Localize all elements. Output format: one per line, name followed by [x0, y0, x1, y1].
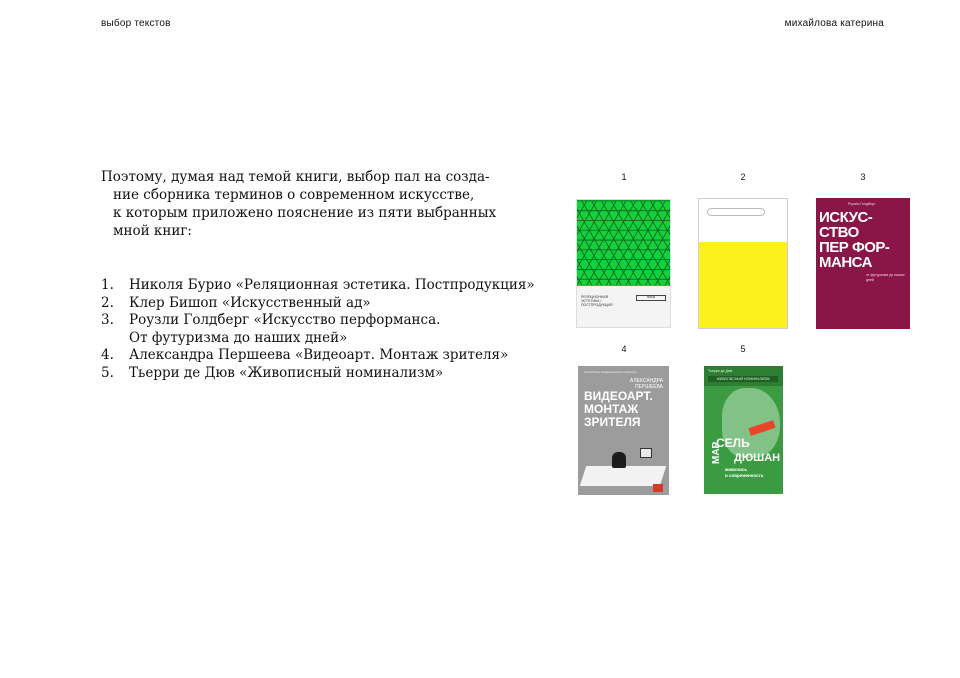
- cover-title-line: МОНТАЖ: [584, 402, 639, 416]
- book-cover-pictorial-nominalism: [704, 366, 783, 494]
- yellow-block: [699, 242, 787, 328]
- cover-title-line: ЗРИТЕЛЯ: [584, 415, 641, 429]
- cover-title-text: РЕЛЯЦИОННАЯ ЭСТЕТИКА / ПОСТПРОДУКЦИЯ: [581, 295, 613, 307]
- cover-series: ЖИВОПИСНЫЙ НОМИНАЛИЗМ: [708, 376, 778, 382]
- book-title: От футуризма до наших дней»: [129, 329, 348, 346]
- book-number: 4.: [101, 347, 114, 363]
- book-list-item: [101, 365, 531, 383]
- cover-subtitle-line: живопись: [725, 467, 748, 472]
- cover-author: Роузли Голдберг: [848, 202, 876, 206]
- book-title: Клер Бишоп «Искусственный ад»: [129, 294, 371, 311]
- cover-series-text: Российское академическое искусство: [584, 370, 637, 374]
- cover-title-line: ВИДЕОАРТ.: [584, 389, 653, 403]
- book-list-item: [101, 295, 531, 313]
- author-first-name: АЛЕКСАНДРА: [629, 378, 663, 384]
- white-floor-shape: [580, 466, 666, 486]
- cover-subtitle-line: и современность: [725, 472, 764, 478]
- cover-label-5: 5: [740, 344, 746, 354]
- book-number: 2.: [101, 294, 114, 311]
- cover-label-4: 4: [621, 344, 627, 354]
- book-cover-videoart: [578, 366, 669, 495]
- seated-figure: [612, 452, 626, 468]
- book-title: Роузли Голдберг «Искусство перформанса.: [129, 312, 441, 328]
- book-list-item: [101, 312, 531, 330]
- cover-title-line: СЕЛЬ: [716, 436, 750, 450]
- intro-line: мной книг:: [113, 223, 192, 239]
- header-left-title: выбор текстов: [101, 18, 171, 29]
- intro-paragraph: [101, 168, 521, 240]
- cover-cutout-shape: [707, 208, 765, 216]
- triangle-pattern: [577, 200, 670, 286]
- intro-line: к которым приложено пояснение из пяти выбранных: [113, 205, 497, 221]
- publisher-logo: [653, 484, 663, 492]
- cover-title-line: СТВО: [819, 224, 859, 241]
- cover-label-2: 2: [740, 172, 746, 182]
- book-title: Александра Першеева «Видеоарт. Монтаж зрителя»: [129, 347, 509, 363]
- cover-subtitle: [725, 467, 764, 478]
- cover-title-line: ПЕР ФОР-: [819, 239, 890, 256]
- television-icon: [640, 448, 652, 458]
- header-author-name: михайлова катерина: [784, 18, 884, 29]
- book-cover-relational-aesthetics: [576, 199, 671, 328]
- intro-line: Поэтому, думая над темой книги, выбор пал на созда-: [101, 169, 490, 185]
- book-title: Николя Бурио «Реляционная эстетика. Постпродукция»: [129, 277, 535, 293]
- cover-label-1: 1: [621, 172, 627, 182]
- book-list: [101, 277, 535, 382]
- book-cover-performance-art: [816, 198, 910, 329]
- cover-vertical-title: МАР: [711, 441, 722, 464]
- book-list-item: [101, 277, 535, 295]
- book-title: Тьерри де Дюв «Живописный номинализм»: [129, 364, 444, 381]
- cover-title-line: ДЮШАН: [734, 452, 781, 464]
- book-number: 5.: [101, 364, 114, 381]
- book-cover-artificial-hells: [698, 198, 788, 329]
- publisher-box: ГАРАЖ: [636, 295, 666, 301]
- cover-author: Тьерри де Дюв: [708, 369, 733, 373]
- book-number: 1.: [101, 277, 114, 293]
- book-number: 3.: [101, 312, 114, 328]
- cover-title: [584, 390, 653, 429]
- intro-line: ние сборника терминов о современном искусстве,: [113, 187, 475, 203]
- book-list-item-continued: [101, 330, 531, 348]
- book-list-item: [101, 347, 531, 365]
- cover-title-line: МАНСА: [819, 254, 872, 271]
- author-last-name: ПЕРШЕЕВА: [634, 384, 663, 390]
- cover-subtitle: от футуризма до наших дней: [866, 273, 905, 282]
- cover-label-3: 3: [860, 172, 866, 182]
- cover-title-line: ИСКУС-: [819, 209, 873, 226]
